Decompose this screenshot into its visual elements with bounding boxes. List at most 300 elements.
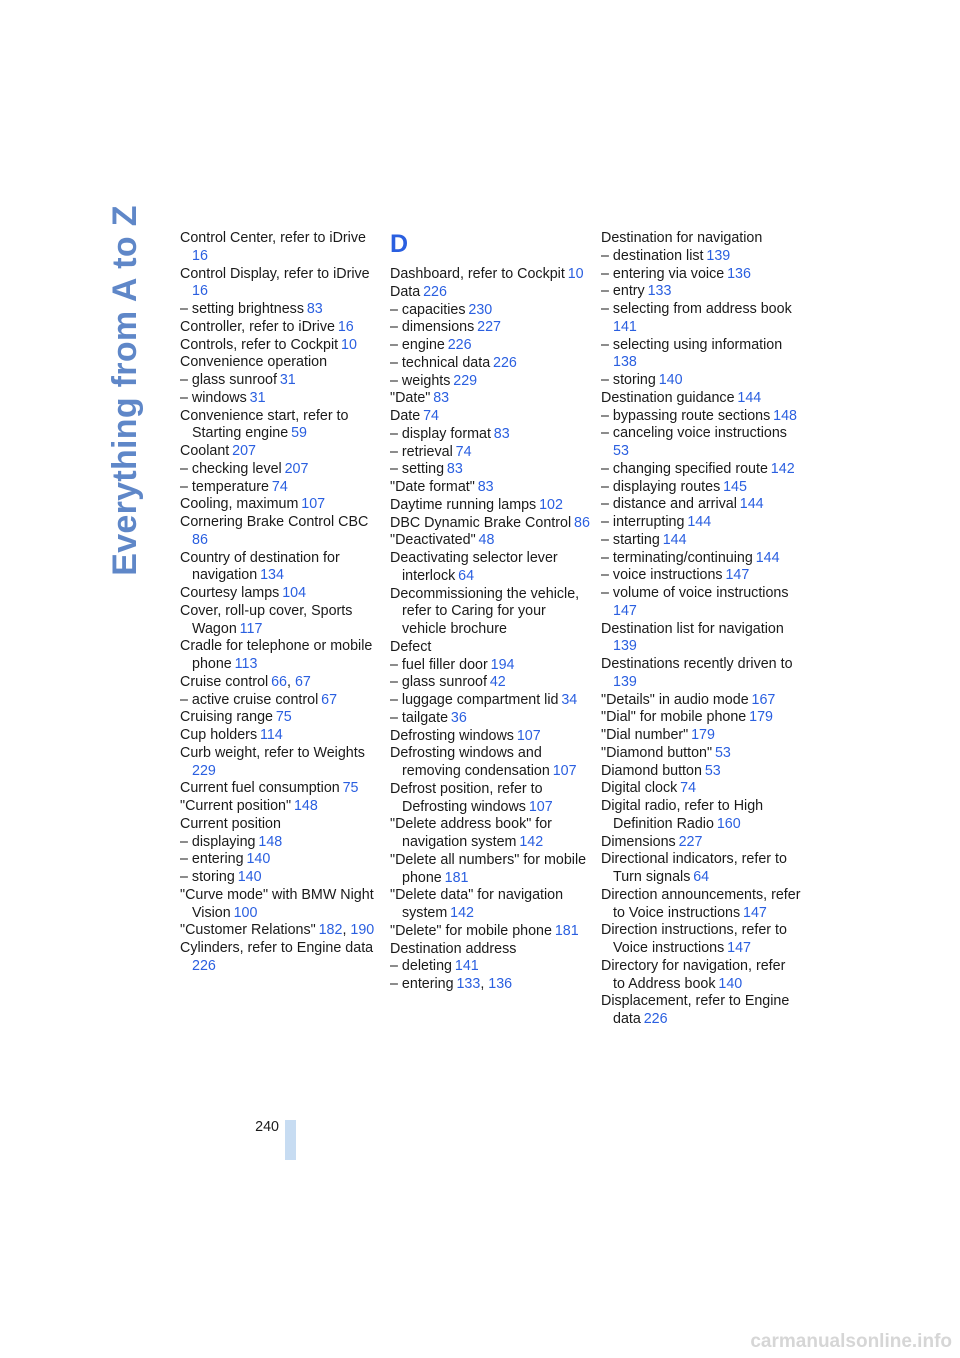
- index-entry-text: – retrieval: [390, 443, 453, 460]
- index-entry-text: Cooling, maximum: [180, 496, 299, 513]
- index-entry-text: Destination address: [390, 940, 517, 957]
- page-reference-link[interactable]: 138: [613, 354, 637, 371]
- page-reference-link[interactable]: 36: [450, 709, 467, 726]
- index-entry: [390, 745, 590, 781]
- index-entry: [390, 639, 590, 657]
- index-entry-text: "Diamond button": [601, 744, 713, 761]
- index-entry: [180, 851, 380, 869]
- page-reference-link[interactable]: 42: [489, 674, 506, 691]
- index-entry-text: "Delete address book" for navigation system: [390, 816, 552, 850]
- index-entry: [601, 585, 801, 621]
- index-entry: [180, 887, 380, 923]
- page-reference-link[interactable]: 167: [751, 691, 776, 708]
- index-entry-text: – weights: [390, 372, 451, 389]
- page-reference-link[interactable]: 147: [613, 602, 637, 619]
- page-reference-link[interactable]: 86: [574, 514, 590, 531]
- index-entry-text: – technical data: [390, 354, 491, 371]
- index-entry-text: Defrosting windows and removing condensation: [390, 745, 550, 779]
- index-entry-text: Current fuel consumption: [180, 780, 340, 797]
- index-entry-text: – voice instructions: [601, 567, 723, 584]
- page-reference-link[interactable]: 229: [453, 372, 478, 389]
- index-entry: [601, 283, 801, 301]
- index-entry-text: "Deactivated": [390, 532, 476, 549]
- index-entry: [601, 745, 801, 763]
- index-entry: [601, 887, 801, 923]
- index-entry-text: "Customer Relations": [180, 922, 316, 939]
- page-reference-link[interactable]: 144: [687, 514, 712, 530]
- page-reference-link[interactable]: 133: [456, 976, 481, 992]
- index-entry-text: – volume of voice instructions: [601, 585, 789, 601]
- index-entry: [601, 656, 801, 692]
- index-entry: [180, 514, 380, 550]
- index-entry: [601, 780, 801, 798]
- page-reference-link[interactable]: 83: [477, 479, 494, 495]
- index-entry-text: Convenience operation: [180, 354, 328, 371]
- index-entry: [390, 355, 590, 373]
- index-entry: [180, 727, 380, 745]
- page-reference-link[interactable]: 31: [249, 389, 266, 406]
- page-reference-link[interactable]: 100: [233, 904, 258, 921]
- page-reference-link[interactable]: 142: [450, 905, 475, 921]
- index-entry-text: "Date format": [390, 479, 475, 495]
- page-reference-link[interactable]: 113: [234, 656, 258, 672]
- page-reference-link[interactable]: 10: [341, 336, 357, 353]
- index-entry: [390, 657, 590, 675]
- index-entry-text: – terminating/continuing: [601, 549, 753, 566]
- index-entry-text: – deleting: [390, 958, 453, 975]
- index-entry-text: – displaying routes: [601, 478, 721, 495]
- page-reference-link[interactable]: 141: [613, 318, 637, 335]
- page-reference-link[interactable]: 74: [680, 780, 697, 797]
- page-reference-link[interactable]: 182: [318, 922, 343, 939]
- page-reference-link[interactable]: 16: [192, 283, 208, 300]
- index-entry-text: – canceling voice instructions: [601, 425, 787, 442]
- index-entry-text: Cylinders, refer to Engine data: [180, 940, 374, 956]
- index-entry: [180, 390, 380, 408]
- index-entry: [180, 354, 380, 372]
- index-entry: [601, 958, 801, 994]
- index-entry: [601, 266, 801, 284]
- page-reference-link[interactable]: 140: [658, 372, 683, 388]
- index-entry-text: Cover, roll-up cover, Sports Wagon: [180, 602, 353, 637]
- index-entry: [390, 923, 590, 941]
- page-reference-link[interactable]: 48: [478, 532, 495, 549]
- index-entry-text: Courtesy lamps: [180, 585, 280, 601]
- index-entry: [390, 958, 590, 976]
- page-reference-link[interactable]: 179: [691, 727, 715, 743]
- page-reference-link[interactable]: 226: [192, 957, 216, 974]
- index-column-3: [601, 230, 801, 1029]
- index-entry: [601, 408, 801, 426]
- page-reference-link[interactable]: 144: [755, 549, 780, 566]
- index-entry-text: – entering via voice: [601, 265, 725, 282]
- index-entry-text: – checking level: [180, 460, 282, 477]
- page-reference-link[interactable]: 160: [716, 815, 741, 832]
- index-entry: [390, 426, 590, 444]
- index-entry: [601, 461, 801, 479]
- index-entry: [390, 692, 590, 710]
- page-reference-link[interactable]: 53: [613, 443, 629, 459]
- index-entry: [180, 745, 380, 781]
- page-reference-link[interactable]: 114: [259, 727, 283, 743]
- index-entry: [180, 780, 380, 798]
- page-reference-link[interactable]: 139: [706, 247, 731, 264]
- index-entry-text: DBC Dynamic Brake Control: [390, 514, 572, 531]
- index-entry: [601, 798, 801, 834]
- index-entry: [390, 674, 590, 692]
- index-column-2: [390, 230, 590, 994]
- page-reference-link[interactable]: 194: [490, 656, 515, 673]
- index-entry-text: Cornering Brake Control CBC: [180, 514, 369, 530]
- index-entry-text: – entry: [601, 283, 645, 300]
- index-entry-text: – luggage compartment lid: [390, 692, 559, 708]
- index-entry-text: Country of destination for navigation: [180, 549, 340, 584]
- index-entry-text: – destination list: [601, 247, 704, 264]
- index-entry-text: "Delete" for mobile phone: [390, 922, 552, 939]
- index-entry-text: Digital clock: [601, 780, 678, 797]
- page-reference-link[interactable]: 144: [737, 389, 762, 406]
- index-entry: [390, 887, 590, 923]
- index-entry-text: Current position: [180, 815, 281, 832]
- index-entry-text: Cup holders: [180, 727, 258, 743]
- page-reference-link[interactable]: 144: [662, 531, 687, 548]
- index-entry-text: – fuel filler door: [390, 656, 488, 673]
- page-reference-link[interactable]: 134: [260, 567, 284, 584]
- index-entry-text: "Dial" for mobile phone: [601, 709, 747, 726]
- index-entry: [601, 567, 801, 585]
- page-reference-link[interactable]: 104: [282, 585, 307, 601]
- page-reference-link[interactable]: 148: [293, 798, 318, 814]
- index-entry: [390, 728, 590, 746]
- index-entry: [390, 302, 590, 320]
- page-reference-link[interactable]: 190: [350, 922, 375, 939]
- index-entry: [180, 266, 380, 302]
- index-entry-text: "Dial number": [601, 727, 689, 743]
- index-entry-text: – entering: [180, 851, 244, 868]
- watermark: carmanualsonline.info: [750, 1331, 952, 1352]
- index-entry: [601, 851, 801, 887]
- index-entry-text: – dimensions: [390, 319, 475, 336]
- index-column-1: [180, 230, 380, 976]
- page-reference-link[interactable]: 227: [477, 319, 501, 336]
- index-entry: [180, 443, 380, 461]
- page-reference-link[interactable]: 31: [279, 372, 296, 388]
- page-reference-link[interactable]: 133: [647, 283, 672, 300]
- index-entry-text: Controller, refer to iDrive: [180, 318, 335, 335]
- page-reference-link[interactable]: 145: [723, 478, 747, 495]
- page-reference-link[interactable]: 75: [342, 780, 359, 797]
- index-entry: [390, 319, 590, 337]
- page-reference-link[interactable]: 147: [727, 940, 751, 956]
- page-reference-link[interactable]: 67: [294, 673, 311, 690]
- index-entry: [390, 266, 590, 284]
- page-reference-link[interactable]: 64: [693, 869, 710, 885]
- index-entry: [180, 585, 380, 603]
- index-entry-text: Digital radio, refer to High Definition Radio: [601, 798, 764, 832]
- page-reference-link[interactable]: 86: [192, 531, 208, 548]
- index-entry: [180, 372, 380, 390]
- index-entry: [601, 692, 801, 710]
- index-entry-text: "Curve mode" with BMW Night Vision: [180, 886, 374, 921]
- index-entry-text: – display format: [390, 425, 491, 442]
- page-reference-link[interactable]: 147: [743, 904, 767, 921]
- index-entry: [390, 284, 590, 302]
- index-entry-text: – bypassing route sections: [601, 407, 771, 424]
- index-entry: [390, 710, 590, 728]
- index-entry-text: Control Center, refer to iDrive: [180, 230, 366, 246]
- index-entry: [601, 834, 801, 852]
- page-reference-link[interactable]: 142: [770, 460, 795, 477]
- index-entry: [390, 941, 590, 959]
- page-reference-link[interactable]: 230: [468, 301, 493, 318]
- index-entry-text: – selecting using information: [601, 336, 783, 353]
- index-entry: [180, 692, 380, 710]
- index-entry: [180, 834, 380, 852]
- index-entry-text: Date: [390, 408, 421, 424]
- index-entry: [601, 514, 801, 532]
- page-reference-link[interactable]: 226: [423, 283, 447, 300]
- index-entry: [601, 425, 801, 461]
- index-entry-text: Cruising range: [180, 709, 273, 726]
- index-entry-text: Data: [390, 283, 421, 300]
- index-entry-text: – selecting from address book: [601, 301, 792, 317]
- index-entry-text: – glass sunroof: [390, 674, 487, 691]
- index-entry: [180, 709, 380, 727]
- index-entry: [601, 621, 801, 657]
- index-entry-text: – setting: [390, 461, 445, 478]
- page-reference-link[interactable]: 83: [493, 425, 510, 442]
- index-entry: [180, 337, 380, 355]
- page-reference-link[interactable]: 107: [516, 727, 541, 744]
- index-entry-text: – tailgate: [390, 709, 449, 726]
- section-letter: D: [390, 230, 409, 258]
- index-entry-text: Directional indicators, refer to Turn signals: [601, 851, 787, 885]
- index-entry-text: Dashboard, refer to Cockpit: [390, 266, 565, 282]
- index-entry: [601, 337, 801, 373]
- index-entry-text: "Current position": [180, 798, 292, 814]
- index-entry-text: Dimensions: [601, 833, 676, 850]
- page-number-bar: [285, 1120, 296, 1160]
- page-reference-link[interactable]: 141: [454, 958, 479, 975]
- page-reference-link[interactable]: 107: [301, 496, 326, 513]
- page-reference-link[interactable]: 83: [306, 301, 323, 317]
- page-reference-link[interactable]: 148: [773, 407, 798, 424]
- index-entry: [180, 638, 380, 674]
- index-entry: [390, 373, 590, 391]
- index-entry: [601, 550, 801, 568]
- page-reference-link[interactable]: 227: [678, 833, 703, 850]
- index-entry: [601, 479, 801, 497]
- index-entry: [390, 586, 590, 639]
- page-reference-link[interactable]: 74: [423, 408, 439, 424]
- index-entry-text: Daytime running lamps: [390, 496, 537, 513]
- index-entry: [390, 852, 590, 888]
- page-reference-link[interactable]: 117: [239, 620, 263, 637]
- index-entry: [601, 301, 801, 337]
- page-reference-link[interactable]: 148: [258, 833, 283, 850]
- index-entry-text: Displacement, refer to Engine data: [601, 993, 790, 1027]
- index-entry: [390, 479, 590, 497]
- index-entry: [601, 372, 801, 390]
- index-entry: [601, 763, 801, 781]
- page-reference-link[interactable]: 83: [446, 461, 463, 478]
- index-entry-text: – storing: [601, 372, 656, 388]
- index-entry: [390, 816, 590, 852]
- page-reference-link[interactable]: 139: [613, 638, 637, 655]
- index-entry: [601, 727, 801, 745]
- page-reference-link[interactable]: 226: [643, 1011, 668, 1027]
- index-entry-text: "Delete all numbers" for mobile phone: [390, 851, 587, 886]
- page-reference-link[interactable]: 140: [718, 975, 743, 992]
- index-entry: [180, 816, 380, 834]
- page-reference-link[interactable]: 139: [613, 673, 637, 690]
- index-entry-text: Defrosting windows: [390, 727, 514, 744]
- page-reference-link[interactable]: 229: [192, 762, 216, 779]
- index-entry: [180, 798, 380, 816]
- index-entry-text: – displaying: [180, 833, 256, 850]
- index-entry-text: – storing: [180, 869, 235, 885]
- index-entry-text: – temperature: [180, 478, 270, 495]
- index-entry-text: Cradle for telephone or mobile phone: [180, 638, 373, 672]
- index-entry: [180, 301, 380, 319]
- page-reference-link[interactable]: 83: [433, 390, 450, 407]
- index-entry-text: Destinations recently driven to: [601, 656, 793, 672]
- page-reference-link[interactable]: 207: [284, 460, 309, 477]
- page-reference-link[interactable]: 181: [554, 922, 579, 939]
- page-reference-link[interactable]: 140: [246, 851, 271, 868]
- index-entry: [601, 532, 801, 550]
- page-reference-link[interactable]: 53: [714, 744, 731, 761]
- index-entry-text: Decommissioning the vehicle, refer to Caring for your vehicle brochure: [390, 585, 580, 637]
- index-entry: [390, 408, 590, 426]
- index-entry: – entering 133, 136: [390, 976, 513, 992]
- index-entry: [601, 248, 801, 266]
- page-reference-link[interactable]: 107: [528, 798, 553, 815]
- index-entry-text: – glass sunroof: [180, 372, 277, 388]
- page-reference-link[interactable]: 10: [567, 266, 584, 282]
- index-entry-text: Direction announcements, refer to Voice instructions: [601, 886, 801, 921]
- page-reference-link[interactable]: 75: [275, 709, 292, 726]
- page-reference-link[interactable]: 67: [321, 691, 338, 708]
- page-reference-link[interactable]: 66: [271, 673, 287, 690]
- index-entry-text: – distance and arrival: [601, 496, 737, 513]
- page-number: 240: [255, 1119, 279, 1135]
- index-entry-text: "Details" in audio mode: [601, 691, 749, 708]
- page-reference-link[interactable]: 53: [704, 762, 721, 779]
- index-entry: [180, 479, 380, 497]
- index-entry: [390, 532, 590, 550]
- index-entry-text: Defrost position, refer to Defrosting windows: [390, 780, 543, 815]
- index-entry-text: Destination for navigation: [601, 230, 763, 246]
- index-entry-text: Destination list for navigation: [601, 620, 784, 637]
- index-entry: [601, 993, 801, 1029]
- index-entry-text: – changing specified route: [601, 460, 768, 477]
- index-entry-text: – setting brightness: [180, 301, 304, 317]
- page-reference-link[interactable]: 136: [727, 265, 751, 282]
- index-entry-text: Curb weight, refer to Weights: [180, 744, 365, 761]
- index-entry: [390, 515, 590, 533]
- index-entry: [390, 461, 590, 479]
- index-entry: [601, 230, 801, 248]
- page-reference-link[interactable]: 226: [493, 354, 517, 371]
- index-entry: [390, 390, 590, 408]
- index-entry: [601, 390, 801, 408]
- side-title: [102, 205, 148, 576]
- index-entry-text: Directory for navigation, refer to Address book: [601, 957, 786, 992]
- page-reference-link[interactable]: 64: [458, 567, 475, 584]
- index-entry-text: "Date": [390, 390, 431, 407]
- index-entry-text: – starting: [601, 531, 660, 548]
- index-entry: [601, 496, 801, 514]
- page-reference-link[interactable]: 34: [561, 692, 578, 708]
- page-reference-link[interactable]: 226: [447, 337, 472, 353]
- index-entry: [601, 922, 801, 958]
- index-entry: [180, 496, 380, 514]
- page-reference-link[interactable]: 59: [291, 425, 307, 442]
- index-entry: [390, 550, 590, 586]
- index-entry-text: – capacities: [390, 301, 466, 318]
- index-entry: [180, 230, 380, 266]
- page-reference-link[interactable]: 140: [237, 869, 262, 885]
- page-reference-link[interactable]: 181: [444, 869, 469, 886]
- page-reference-link[interactable]: 74: [271, 478, 288, 495]
- index-entry-text: Direction instructions, refer to Voice instructions: [601, 922, 787, 956]
- index-entry: [180, 461, 380, 479]
- index-entry-text: Coolant: [180, 443, 230, 459]
- index-entry: "Customer Relations" 182, 190: [180, 922, 375, 939]
- page-reference-link[interactable]: 142: [519, 834, 544, 850]
- index-entry: [390, 337, 590, 355]
- page-reference-link[interactable]: 16: [337, 318, 354, 335]
- index-entry: [180, 940, 380, 976]
- index-entry-text: "Delete data" for navigation system: [390, 887, 564, 921]
- page-reference-link[interactable]: 179: [749, 709, 773, 726]
- index-entry: [180, 408, 380, 444]
- page-reference-link[interactable]: 107: [552, 763, 577, 779]
- index-entry-text: – entering: [390, 976, 454, 992]
- index-entry-text: Cruise control: [180, 673, 269, 690]
- page-reference-link[interactable]: 136: [488, 976, 513, 992]
- index-entry: [180, 319, 380, 337]
- index-entry-text: Control Display, refer to iDrive: [180, 265, 370, 282]
- index-entry-text: – windows: [180, 389, 247, 406]
- index-entry-text: Controls, refer to Cockpit: [180, 336, 339, 353]
- index-entry: [601, 709, 801, 727]
- index-entry: [180, 603, 380, 639]
- index-entry: [180, 550, 380, 586]
- index-entry-text: Deactivating selector lever interlock: [390, 550, 558, 584]
- page-reference-link[interactable]: 16: [192, 247, 208, 264]
- page-reference-link[interactable]: 144: [739, 496, 764, 513]
- page-reference-link[interactable]: 102: [539, 496, 563, 513]
- index-entry-text: Defect: [390, 638, 432, 655]
- side-title-text: Everything from A to Z: [105, 205, 144, 576]
- page-reference-link[interactable]: 74: [455, 443, 472, 460]
- index-entry-text: – active cruise control: [180, 691, 319, 708]
- index-entry: [390, 497, 590, 515]
- page-reference-link[interactable]: 147: [725, 567, 750, 584]
- index-entry: [390, 781, 590, 817]
- index-entry-text: Destination guidance: [601, 389, 735, 406]
- index-entry: [180, 869, 380, 887]
- index-entry-text: – engine: [390, 337, 445, 353]
- page-reference-link[interactable]: 207: [232, 443, 257, 459]
- index-entry-text: Convenience start, refer to Starting engine: [180, 407, 349, 442]
- index-entry-text: – interrupting: [601, 514, 685, 530]
- index-entry-text: Diamond button: [601, 762, 702, 779]
- index-entry: Cruise control 66, 67: [180, 673, 311, 690]
- index-entry: [390, 444, 590, 462]
